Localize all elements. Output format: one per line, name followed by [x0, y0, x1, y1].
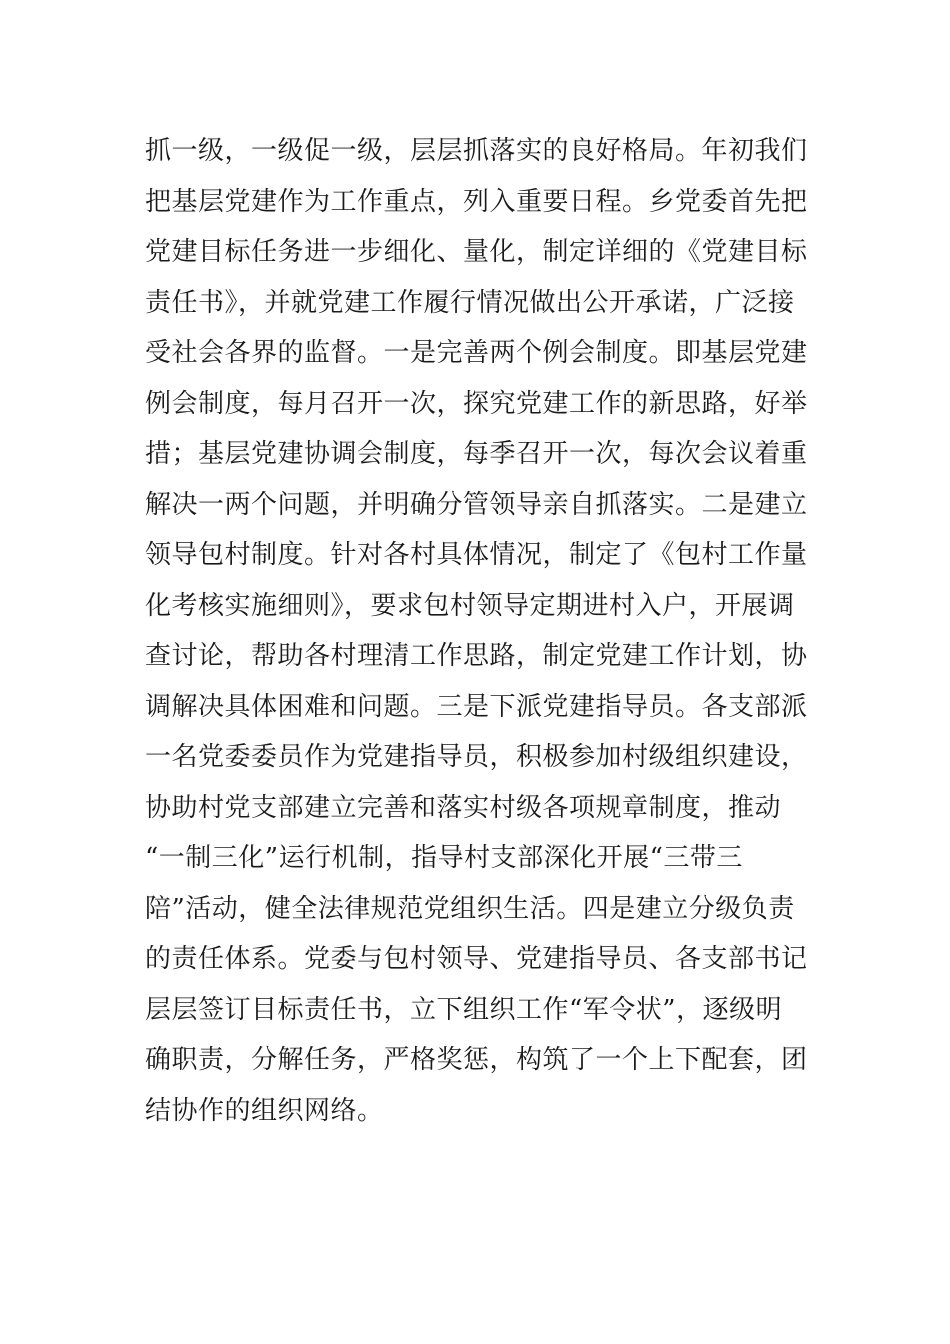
text-line-10: 化考核实施细则》，要求包村领导定期进村入户，开展调 — [145, 590, 795, 621]
text-line-16: 陪”活动，健全法律规范党组织生活。四是建立分级负责 — [145, 893, 795, 924]
text-line-5: 受社会各界的监督。一是完善两个例会制度。即基层党建 — [145, 338, 808, 368]
text-line-3: 党建目标任务进一步细化、量化，制定详细的《党建目标 — [145, 237, 808, 267]
text-line-11: 查讨论，帮助各村理清工作思路，制定党建工作计划，协 — [145, 641, 808, 671]
text-line-15: “一制三化”运行机制，指导村支部深化开展“三带三 — [145, 843, 743, 873]
text-line-2: 把基层党建作为工作重点，列入重要日程。乡党委首先把 — [145, 186, 808, 217]
text-line-18: 层层签订目标责任书，立下组织工作“军令状”，逐级明 — [145, 994, 783, 1025]
text-line-14: 协助村党支部建立完善和落实村级各项规章制度，推动 — [145, 792, 782, 823]
text-line-8: 解决一两个问题，并明确分管领导亲自抓落实。二是建立 — [145, 489, 808, 520]
text-line-6: 例会制度，每月召开一次，探究党建工作的新思路，好举 — [145, 388, 808, 419]
text-line-9: 领导包村制度。针对各村具体情况，制定了《包村工作量 — [145, 540, 808, 570]
text-line-4: 责任书》，并就党建工作履行情况做出公开承诺，广泛接 — [145, 287, 795, 318]
text-line-13: 一名党委委员作为党建指导员，积极参加村级组织建设， — [145, 742, 808, 772]
text-line-20: 结协作的组织网络。 — [145, 1095, 384, 1126]
text-line-7: 措；基层党建协调会制度，每季召开一次，每次会议着重 — [145, 439, 808, 469]
text-line-1: 抓一级，一级促一级，层层抓落实的良好格局。年初我们 — [145, 136, 808, 166]
text-line-19: 确职责，分解任务，严格奖惩，构筑了一个上下配套，团 — [145, 1045, 808, 1075]
body-paragraph — [145, 126, 825, 1136]
text-line-17: 的责任体系。党委与包村领导、党建指导员、各支部书记 — [145, 944, 808, 974]
text-line-12: 调解决具体困难和问题。三是下派党建指导员。各支部派 — [145, 691, 808, 722]
